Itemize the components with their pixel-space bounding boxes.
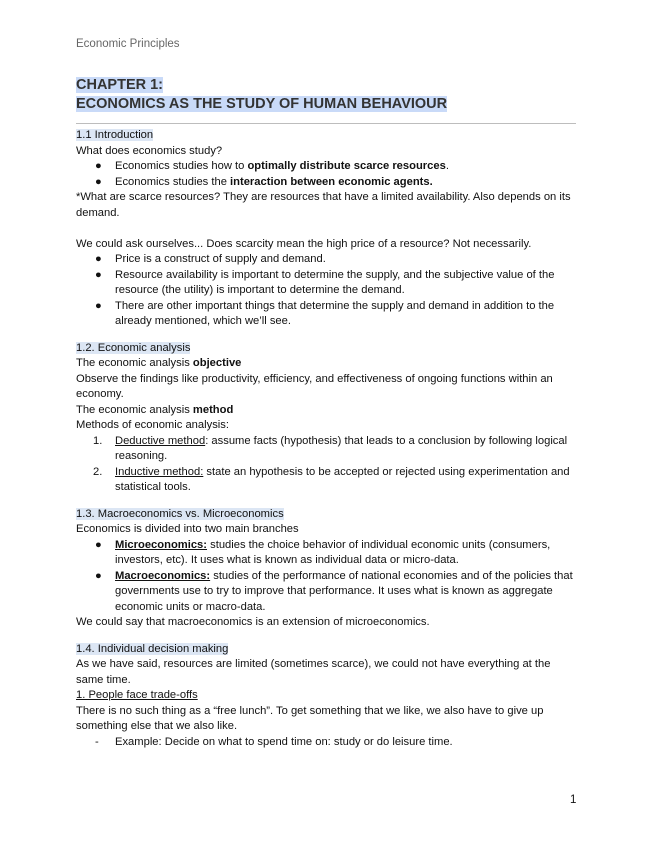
paragraph: The economic analysis method	[76, 403, 234, 416]
paragraph: Methods of economic analysis:	[76, 419, 229, 431]
list-item: ● Microeconomics: studies the choice behavior of individual economic units (consumers, investors, etc). It uses what is known as individual data or micro-data.	[95, 538, 551, 566]
list-item: - Example: Decide on what to spend time on: study or do leisure time.	[95, 735, 453, 748]
list-item: 1. Deductive method: assume facts (hypothesis) that leads to a conclusion by following logical reasoning.	[93, 434, 568, 462]
page-number: 1	[570, 794, 577, 806]
paragraph: Economics is divided into two main branches	[76, 523, 299, 535]
subheading: 1. People face trade-offs	[76, 689, 198, 701]
section-heading-1-3: 1.3. Macroeconomics vs. Microeconomics	[76, 507, 284, 520]
list-item: ● Macroeconomics: studies of the performance of national economies and of the policies that governments use to try to improve that performance. It uses what is known as aggregate economic units or macro-data.	[95, 569, 573, 613]
paragraph: *What are scarce resources? They are resources that have a limited availability. Also depends on its demand.	[76, 191, 571, 219]
chapter-number: CHAPTER 1:	[76, 77, 164, 93]
paragraph: There is no such thing as a “free lunch”. To get something that we like, we also have to give up something else that we also like.	[76, 704, 544, 732]
section-heading-1-1: 1.1 Introduction	[76, 129, 154, 141]
chapter-title	[76, 76, 447, 114]
document-header: Economic Principles	[76, 38, 180, 50]
dash-list	[76, 735, 578, 751]
document-body	[76, 128, 578, 750]
paragraph: We could say that macroeconomics is an extension of microeconomics.	[76, 616, 430, 628]
list-item: ● Resource availability is important to determine the supply, and the subjective value of the resource (the utility) is important to determine the demand.	[95, 268, 555, 296]
list-item: ● Price is a construct of supply and demand.	[95, 253, 326, 265]
paragraph: We could ask ourselves... Does scarcity mean the high price of a resource? Not necessarily.	[76, 237, 532, 250]
list-item: 2. Inductive method: state an hypothesis to be accepted or rejected using experimentation and statistical tools.	[93, 465, 570, 493]
title-divider	[76, 123, 576, 124]
paragraph: Observe the findings like productivity, efficiency, and effectiveness of ongoing functions within an economy.	[76, 372, 553, 400]
section-heading-1-4: 1.4. Individual decision making	[76, 642, 229, 655]
list-item: ● Economics studies how to optimally distribute scarce resources.	[95, 160, 449, 172]
list-item: ● There are other important things that determine the supply and demand in addition to the already mentioned, which we’ll see.	[95, 299, 555, 327]
section-heading-1-2: 1.2. Economic analysis	[76, 341, 191, 354]
list-item: ● Economics studies the interaction between economic agents.	[95, 175, 433, 188]
bullet-list	[76, 538, 578, 616]
chapter-name: ECONOMICS AS THE STUDY OF HUMAN BEHAVIOUR	[76, 96, 448, 112]
bullet-list	[76, 159, 578, 190]
paragraph: What does economics study?	[76, 144, 223, 157]
paragraph: The economic analysis objective	[76, 357, 242, 369]
bullet-list	[76, 252, 578, 330]
paragraph: As we have said, resources are limited (sometimes scarce), we could not have everything at the same time.	[76, 658, 551, 686]
numbered-list	[76, 434, 578, 496]
